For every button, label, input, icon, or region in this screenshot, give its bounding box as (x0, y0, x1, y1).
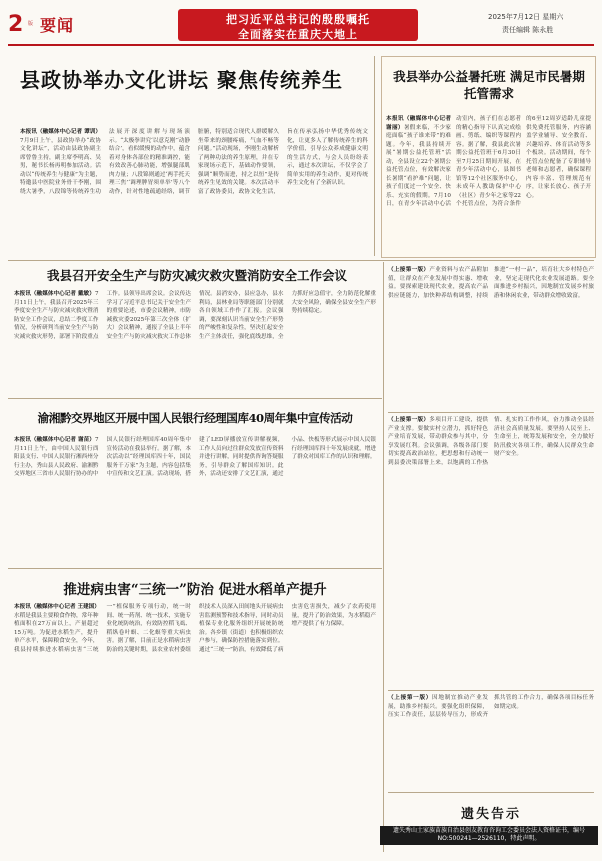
banner-line-2: 全面落实在重庆大地上 (238, 28, 358, 41)
page-label: 版 (28, 21, 34, 27)
section-rule (8, 398, 382, 399)
article-2-byline: 本报讯（融媒体中心记者 谢丽） (386, 116, 451, 131)
section-rule (388, 690, 594, 691)
issue-date: 2025年7月12日 星期六 (488, 13, 564, 21)
article-4-text: 7月11日上午，由中国人民银行酉阳县支行、中国人民银行湘西州分行主办，秀山县人民政府、渝湘黔交界地区三省市人民银行协办的中国人民银行经理国库40周年集中宣传活动在我县举行。据了解，本次活动以“经理国库四十年，国民服务千万家”为主题，内容包括集中宣传和文艺汇演。活动现场，搭建了LED屏播放宣传讲解视频，工作人员向过往群众发放宣传资料并进行讲解，同时提供咨询答疑服务，引导群众了解国库知识。此外，活动还安排了文艺汇演，通过小品、快板等形式展示中国人民银行经理国库四十年发展成就，增进了群众对国库工作的认识和理解。 (14, 437, 376, 477)
section-rule (8, 260, 594, 261)
notice-body: 遗失秀山土家族苗族自治县创友教育咨询工会委员会法人资格证书，编号NO:500241—2526110，特此声明。 (380, 826, 598, 845)
article-5-title: 推进病虫害“三统一”防治 促进水稻单产提升 (63, 582, 327, 598)
section-rule (388, 412, 594, 413)
section-rule (388, 792, 594, 793)
article-1-text: 7月9日上午，县政协举办“政协文化讲坛”，活动由县政协副主席曾鲁主持，副主席李明高、吴男，秘书长杨再明参加活动。活动以“传统养生与健康”为主题，特邀县中医院业务骨干李刚，围绕大暑季，八段锦等传统养生功法展开深度讲解与现场演示。“太极拳讲究‘以意克刚’‘动静结合’，看似缓慢的动作中，蕴含着对身体各部位的精准调控，能有效改善心肺功能，增强腿部肌肉力量；八段锦则通过‘两手托天理三焦’‘调理脾胃须单举’等八个动作，针对性地疏通经络，调节脏腑，特别适合现代人群缓解久坐带来的颈腰疼痛，气血不畅等问题。”活动现场，李刚生动解析了两种功法的养生原理，并在专家现场示范下，基础动作要领，强调“顺势而进，持之以恒”是传统养生见效的关键。本次活动丰富了政协委员，政协文化生活，旨在传承弘扬中华优秀传统文化，让更多人了解传统养生的科学价值，引导公众养成健康文明的生活方式，与会人员纷纷表示，通过本次讲坛，不仅学会了简单实用的养生动作，更对传统养生文化有了全新认识。 (20, 129, 368, 195)
continuation-2-text: 多项目开工建设，提供产业支撑。要做实村立潜力，抓好特色产业培育发展，带动群众参与其中，分享发展红利。会议强调，各级各部门要切实提高政治站位，把思想和行动统一到县委决策部署上来，以饱满的工作热情、扎实的工作作风，奋力推动全县经济社会高质量发展。要坚持人民至上、生命至上，统筹发展和安全，全力做好防汛救灾各项工作，确保人民群众生命财产安全。 (388, 417, 594, 466)
page-number: 2 (8, 12, 24, 37)
continuation-1-text: 产业资料与农产品附加值，让群众在产业发展中得实惠、增收益。要探索建设现代农业，提高农产品供应链能力，加快种养结构调整，持续推进“一村一品”，培育壮大乡村特色产业，坚定走现代化农业发展道路。要全面推进乡村振兴，因地制宜发展乡村旅游和休闲农业，带动群众增收致富。 (388, 267, 594, 299)
article-5-body (14, 603, 376, 853)
article-4-byline: 本报讯（融媒体中心记者 谢苗） (14, 437, 95, 443)
article-3-text: 7月11日上午，我县召开2025年三季度安全生产与防灾减灾救灾暨消防安全工作会议，总结二季度工作情况，分析研判当前安全生产与防灾减灾救灾形势，部署下阶段重点工作。县领导出席会议。会议传达学习了习近平总书记关于安全生产的重要论述，市委会议精神，市防减救灾委2025年第三次全体（扩大）会议精神，通报了全县上半年安全生产与防灾减灾救灾工作总体情况。县消安办，县应急办，县水利局，县林业局等职能部门分别就各自领域工作作了汇报。会议强调，要深刻认识当前安全生产形势的严峻性和复杂性，坚决扛起安全生产主体责任，强化底线思维，全力抓好应急值守，全力防范化解重大安全风险，确保全县安全生产形势持续稳定。 (14, 291, 376, 340)
notice-title: 遗失告示 (460, 807, 521, 822)
article-5-byline: 本报讯（融媒体中心记者 王建国） (14, 604, 100, 610)
article-3-body (14, 290, 376, 390)
banner-line-1: 把习近平总书记的殷殷嘱托 (226, 13, 370, 26)
editor-credit: 责任编辑 陈永胜 (502, 26, 554, 34)
article-1-byline: 本报讯（融媒体中心记者 谭训） (20, 129, 101, 135)
column-divider (374, 56, 375, 256)
article-1-body (20, 128, 368, 246)
continuation-2 (388, 416, 594, 688)
column-divider (383, 262, 384, 852)
section-title: 要闻 (40, 16, 75, 35)
slogan-banner (178, 9, 418, 41)
article-2-title: 我县举办公益暑托班 满足市民暑期托管需求 (393, 69, 585, 101)
continuation-3-lead: （上接第一版） (388, 695, 433, 701)
continuation-1 (388, 266, 594, 410)
article-5-text: 水稻是我县主要粮食作物，常年种植面积在27万亩以上，产量超过15万吨。为促进水稻生产，提升单产水平，保障粮食安全，今年，我县持续推进水稻病虫害“三统一”植保服务专项行动，统一时间、统一药剂、统一技术，实施专业化统防统治，有效防控稻飞虱、稻纵卷叶螟、二化螟等重大病虫害。据了解，目前正是水稻病虫害防治的关键时期，县农业农村委组织技术人员深入田间地头开展病虫害监测预警和技术指导，同时动员植保专业化服务组织开展统防统治。各乡镇（街道）也积极组织农户参与，确保防控措施落实到位。通过“三统一”防治，有效降低了病虫害危害损失，减少了农药使用量，提升了防治效果，为水稻稳产增产提供了有力保障。 (14, 604, 376, 653)
article-4-body (14, 436, 376, 560)
article-4-title: 渝湘黔交界地区开展中国人民银行经理国库40周年集中宣传活动 (37, 411, 353, 425)
article-2-text: 暑假来临，不少家庭面临“孩子谁来带”的难题。今年，我县持续开展“暑期公益托管班”活动，全县设立22个暑期公益托管点位，有效解决家长暑期“看护难”问题，让孩子们度过一个安全、快乐、充实的假期。7月10日，在青少年活动中心活动室内，孩子们在志愿者的精心指导下认真完成绘画、剪纸、编织等课程内容。据了解，我县此次暑期公益托管班于6月30日至7月25日期间开展，在青少年活动中心，县图书馆等12个社区服务中心，未成年人教助保护中心（社区）青少年之家等22个托管点位，为符合条件的6至12周岁适龄儿童提供免费托管服务，内容涵盖学业辅导、安全教育、兴趣培养、体育活动等多个板块。活动期间，每个托管点位配备了专职辅导老师和志愿者，确保课程内容丰富、管理规范有序，让家长放心、孩子开心。 (386, 116, 591, 207)
article-1-title: 县政协举办文化讲坛 聚焦传统养生 (20, 68, 343, 92)
continuation-3 (388, 694, 594, 788)
article-3-title: 我县召开安全生产与防灾减灾救灾暨消防安全工作会议 (46, 268, 347, 283)
section-rule (8, 568, 382, 569)
continuation-3-text: 因地制宜推动产业发展，助推乡村振兴。要强化组织保障，压实工作责任，层层传导压力，形成齐抓共管的工作合力，确保各项目标任务如期完成。 (388, 695, 594, 718)
article-3-byline: 本报讯（融媒体中心记者 戴敏） (14, 291, 95, 297)
continuation-2-lead: （上接第一版） (388, 417, 430, 423)
article-2-body (386, 115, 591, 251)
continuation-1-lead: （上接第一版） (388, 267, 430, 273)
header-rule (8, 44, 594, 46)
